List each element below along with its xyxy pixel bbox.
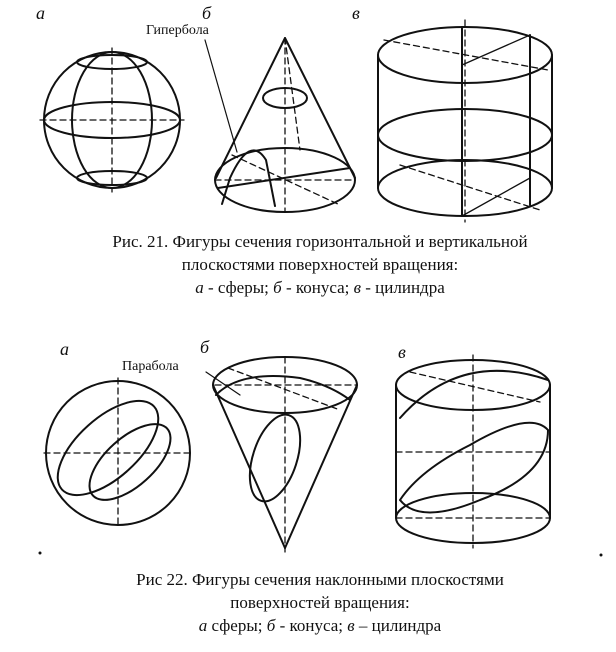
fig21-label-b: б (202, 3, 212, 23)
fig22-caption-sep-a: сферы; (207, 616, 267, 635)
fig22-label-a: а (60, 339, 69, 359)
fig21-caption-sep-b: - конуса; (281, 278, 354, 297)
fig22-caption-a: а (198, 616, 208, 635)
fig21-caption-a: а (195, 278, 204, 297)
fig22-caption-sep-b: - конуса; (275, 616, 348, 635)
fig21-caption-sep-c: - цилиндра (361, 278, 445, 297)
fig21-label-c: в (352, 3, 360, 23)
fig22-cylinder (396, 355, 550, 548)
fig21-caption-line1: Рис. 21. Фигуры сечения горизонтальной и вертикальной (112, 232, 528, 251)
fig22-caption-line3 (30, 614, 610, 637)
fig22-caption-sep-c: – цилиндра (354, 616, 442, 635)
fig21-caption-line3 (30, 276, 610, 299)
fig21-caption-line2: плоскостями поверхностей вращения: (181, 255, 459, 274)
fig22-sphere (42, 378, 192, 528)
fig21-caption-sep-a: - сферы; (203, 278, 274, 297)
fig22-caption (30, 568, 610, 637)
fig22-caption-line1: Рис 22. Фигуры сечения наклонными плоскостями (136, 570, 504, 589)
hyperbola-annotation: Гипербола (146, 23, 209, 38)
fig21-label-a: а (36, 3, 45, 23)
fig21-caption-c: в (353, 278, 362, 297)
fig22-caption-b: б (266, 616, 276, 635)
fig22-caption-line2: поверхностей вращения: (230, 593, 410, 612)
fig21-cone (205, 38, 355, 212)
fig22-caption-c: в (347, 616, 355, 635)
fig21-sphere (40, 48, 184, 192)
fig21-cylinder (378, 20, 552, 222)
fig21-caption-b: б (273, 278, 282, 297)
parabola-annotation: Парабола (122, 359, 179, 374)
fig21-caption (30, 230, 610, 299)
fig22-cone (206, 357, 357, 552)
speck-right (600, 554, 603, 557)
fig22-label-c: в (398, 342, 406, 362)
speck-left (39, 552, 42, 555)
fig22-label-b: б (200, 337, 210, 357)
